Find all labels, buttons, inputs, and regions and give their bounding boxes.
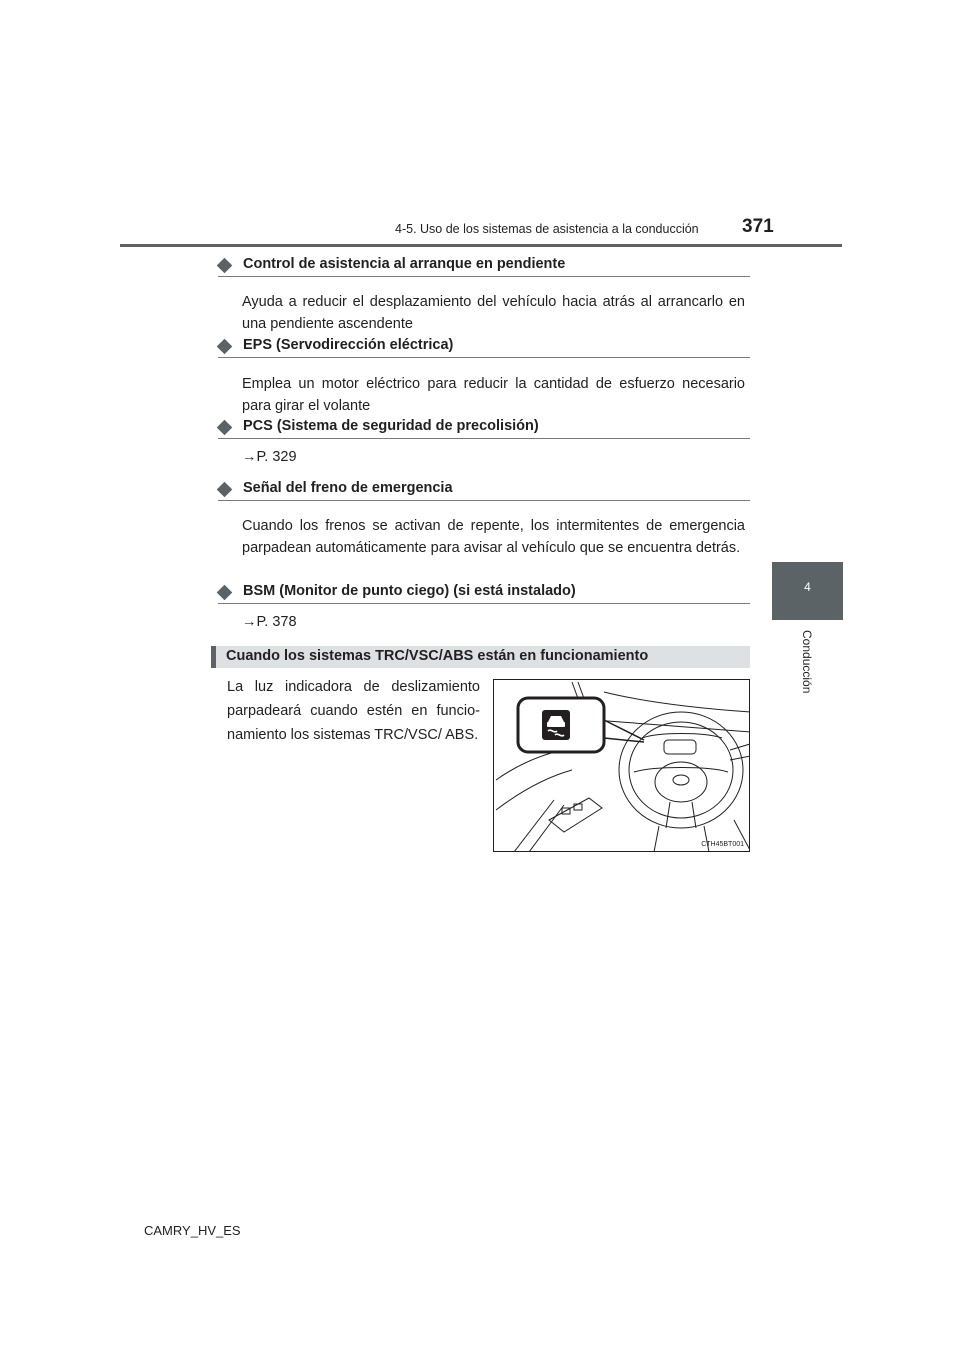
diamond-bullet-icon bbox=[217, 420, 233, 436]
section-heading-text: EPS (Servodirección eléctrica) bbox=[243, 337, 454, 353]
section-body-hill-start: Ayuda a reducir el desplazamiento del vehículo hacia atrás al arrancarlo en una pendiente ascendente bbox=[242, 294, 745, 332]
info-banner bbox=[211, 646, 750, 668]
diamond-bullet-icon bbox=[217, 585, 233, 601]
page-reference-pcs[interactable]: →P. 329 bbox=[242, 449, 297, 465]
chapter-number: 4 bbox=[804, 580, 811, 594]
diamond-bullet-icon bbox=[217, 339, 233, 355]
section-heading-eps bbox=[218, 337, 750, 358]
header-rule bbox=[120, 244, 842, 247]
header-section-title: 4-5. Uso de los sistemas de asistencia a la conducción bbox=[395, 222, 699, 236]
chapter-tab bbox=[772, 562, 843, 620]
section-heading-emergency-brake bbox=[218, 480, 750, 501]
slip-indicator-icon bbox=[542, 710, 570, 740]
section-body-emergency-brake: Cuando los frenos se activan de repente, los intermitentes de emergencia parpadean automáticamente para avisar al vehículo que se encuentra detrás. bbox=[242, 518, 745, 556]
section-heading-text: BSM (Monitor de punto ciego) (si está instalado) bbox=[243, 583, 576, 599]
section-heading-text: Control de asistencia al arranque en pendiente bbox=[243, 256, 566, 272]
illustration-code: CTH45BT001 bbox=[701, 841, 744, 848]
section-heading-bsm bbox=[218, 583, 750, 604]
section-heading-hill-start bbox=[218, 256, 750, 277]
page-reference-bsm[interactable]: →P. 378 bbox=[242, 614, 297, 630]
section-heading-pcs bbox=[218, 418, 750, 439]
page-number: 371 bbox=[742, 216, 774, 237]
section-body-eps: Emplea un motor eléctrico para reducir la cantidad de esfuerzo necesario para girar el volante bbox=[242, 376, 745, 414]
footer-model: CAMRY_HV_ES bbox=[144, 1223, 241, 1238]
chapter-label: Conducción bbox=[800, 630, 814, 694]
diamond-bullet-icon bbox=[217, 482, 233, 498]
dashboard-drawing bbox=[494, 680, 750, 852]
banner-body: La luz indicadora de deslizamiento parpadeará cuando estén en funcionamiento los sistemas TRC/VSC/ ABS. bbox=[227, 679, 480, 743]
dashboard-illustration bbox=[493, 679, 750, 852]
section-heading-text: PCS (Sistema de seguridad de precolisión) bbox=[243, 418, 539, 434]
banner-title: Cuando los sistemas TRC/VSC/ABS están en funcionamiento bbox=[226, 648, 649, 664]
diamond-bullet-icon bbox=[217, 258, 233, 274]
section-heading-text: Señal del freno de emergencia bbox=[243, 480, 453, 496]
